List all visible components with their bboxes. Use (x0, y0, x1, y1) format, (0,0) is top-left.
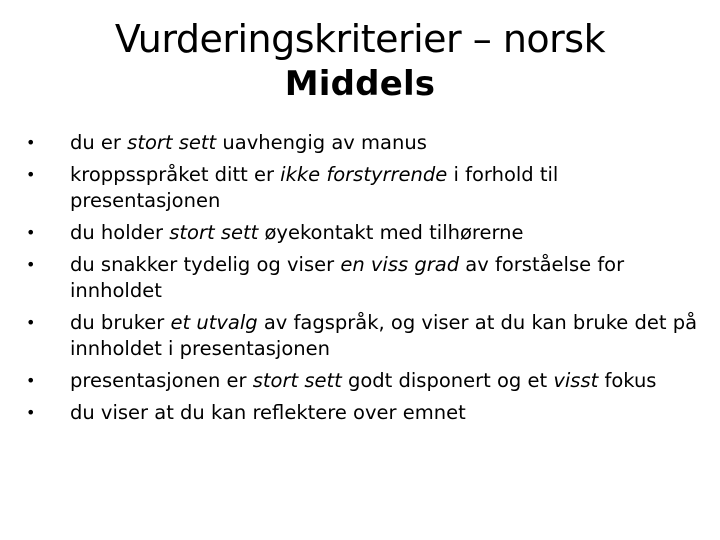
criteria-text (70, 253, 624, 302)
emphasis-text: et utvalg (170, 311, 258, 334)
plain-text: godt disponert og et (341, 369, 554, 392)
bullet-dot-icon: • (26, 371, 36, 390)
emphasis-text: stort sett (169, 221, 259, 244)
title-block (40, 16, 680, 106)
plain-text: fokus (598, 369, 657, 392)
plain-text: du bruker (70, 311, 171, 334)
emphasis-text: en viss grad (340, 253, 460, 276)
criteria-item (26, 252, 706, 304)
criteria-item (26, 400, 706, 426)
emphasis-text: visst (553, 369, 599, 392)
plain-text: du snakker tydelig og viser (70, 253, 341, 276)
plain-text: du viser at du kan reflektere over emnet (70, 401, 466, 424)
slide-subtitle: Middels (284, 64, 436, 104)
criteria-item (26, 220, 706, 246)
criteria-text (70, 369, 656, 392)
bullet-dot-icon: • (26, 313, 36, 332)
plain-text: av fagspråk, og viser at du kan bruke det på innholdet i presentasjonen (70, 311, 698, 360)
emphasis-text: ikke forstyrrende (280, 163, 448, 186)
plain-text: uavhengig av manus (216, 131, 427, 154)
criteria-item (26, 310, 706, 362)
criteria-text (70, 131, 427, 154)
criteria-text (70, 401, 466, 424)
bullet-dot-icon: • (26, 165, 36, 184)
emphasis-text: stort sett (127, 131, 217, 154)
bullet-dot-icon: • (26, 223, 36, 242)
criteria-item (26, 368, 706, 394)
plain-text: du holder (70, 221, 170, 244)
emphasis-text: stort sett (252, 369, 342, 392)
plain-text: øyekontakt med tilhørerne (258, 221, 524, 244)
plain-text: kroppsspråket ditt er (70, 163, 281, 186)
plain-text: presentasjonen er (70, 369, 253, 392)
slide-title: Vurderingskriterier – norsk (114, 17, 606, 61)
plain-text: i forhold til presentasjonen (70, 163, 559, 212)
criteria-item (26, 162, 706, 214)
criteria-text (70, 221, 524, 244)
bullet-dot-icon: • (26, 403, 36, 422)
plain-text: du er (70, 131, 128, 154)
criteria-list (26, 130, 706, 432)
plain-text: av forståelse for innholdet (70, 253, 625, 302)
criteria-text (70, 163, 558, 212)
criteria-item (26, 130, 706, 156)
bullet-dot-icon: • (26, 133, 36, 152)
bullet-dot-icon: • (26, 255, 36, 274)
criteria-text (70, 311, 697, 360)
